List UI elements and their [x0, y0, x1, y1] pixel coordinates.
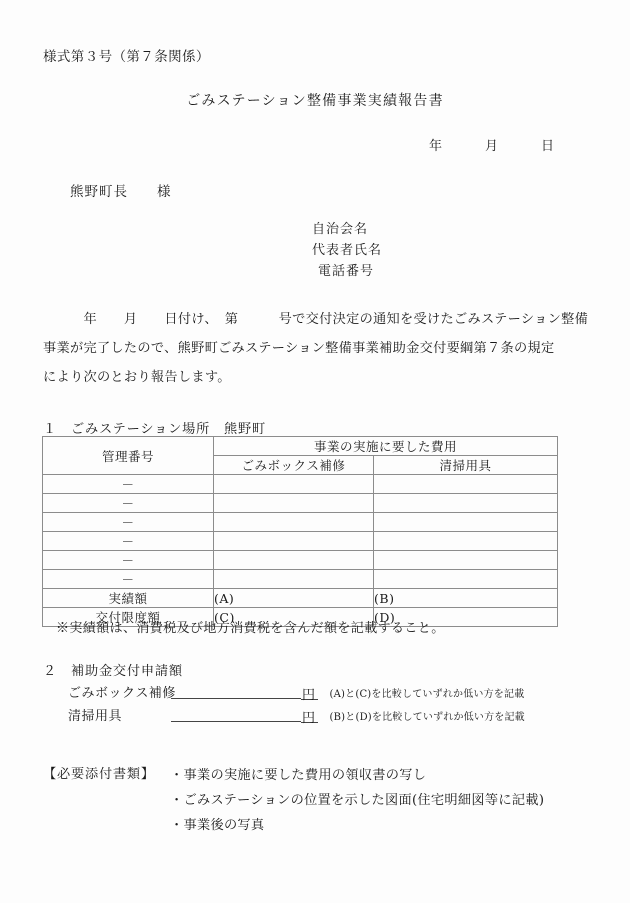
subsidy-row-cleaning-tools: [68, 705, 525, 724]
table-cell-cleaning-tools[interactable]: [374, 513, 558, 532]
table-cell-grant-limit-box: (C): [214, 608, 374, 627]
table-cell-mgmt: －: [43, 570, 214, 589]
table-cell-cleaning-tools[interactable]: [374, 532, 558, 551]
table-header-mgmt: 管理番号: [43, 437, 214, 475]
applicant-phone-label: 電話番号: [318, 264, 375, 279]
list-item: ・事業の実施に要した費用の領収書の写し: [170, 768, 427, 783]
subsidy-row-box-repair: [68, 682, 524, 701]
table-cell-mgmt: －: [43, 494, 214, 513]
table-cell-actual-amount-box: (A): [214, 589, 374, 608]
form-number: 様式第３号（第７条関係）: [43, 49, 210, 65]
table-cell-cleaning-tools[interactable]: [374, 570, 558, 589]
subsidy-label-cleaning-tools: 清掃用具: [68, 709, 123, 724]
body-line-1: 年 月 日付け、 第 号で交付決定の通知を受けたごみステーション整備: [43, 312, 589, 327]
table-row[interactable]: [43, 513, 558, 532]
list-item: ・ごみステーションの位置を示した図面(住宅明細図等に記載): [170, 793, 545, 808]
subsidy-unit-box-repair: 円: [301, 684, 318, 700]
table-cell-mgmt: －: [43, 532, 214, 551]
list-item: ・事業後の写真: [170, 818, 265, 833]
applicant-block: [312, 219, 382, 282]
table-row-actual-amount: [43, 589, 558, 608]
table-cell-actual-amount-label: 実績額: [43, 589, 214, 608]
section1-heading: １ ごみステーション場所 熊野町: [43, 422, 267, 437]
subsidy-note-box-repair: (A)と(C)を比較していずれか低い方を記載: [329, 689, 525, 700]
subsidy-unit-cleaning-tools: 円: [301, 707, 318, 723]
table-header-box-repair: ごみボックス補修: [214, 456, 374, 475]
table-cell-cleaning-tools[interactable]: [374, 494, 558, 513]
table-cell-cleaning-tools[interactable]: [374, 475, 558, 494]
cost-table: [42, 436, 558, 627]
table-header-cost-group: 事業の実施に要した費用: [214, 437, 558, 456]
table-row[interactable]: [43, 494, 558, 513]
table-note: ※実績額は、消費税及び地方消費税を含んだ額を記載すること。: [56, 621, 445, 636]
table-row[interactable]: [43, 475, 558, 494]
subsidy-input-box-repair[interactable]: [171, 683, 301, 699]
table-row[interactable]: [43, 551, 558, 570]
attachments-heading: 【必要添付書類】: [43, 767, 155, 782]
table-cell-box-repair[interactable]: [214, 513, 374, 532]
body-paragraph: [43, 305, 588, 392]
table-cell-actual-amount-clean: (B): [374, 589, 558, 608]
table-cell-mgmt: －: [43, 551, 214, 570]
table-cell-box-repair[interactable]: [214, 570, 374, 589]
section2-heading: ２ 補助金交付申請額: [43, 664, 183, 679]
table-cell-grant-limit-label: 交付限度額: [43, 608, 214, 627]
table-cell-box-repair[interactable]: [214, 551, 374, 570]
table-cell-box-repair[interactable]: [214, 475, 374, 494]
page-title: ごみステーション整備事業実績報告書: [186, 93, 444, 109]
table-cell-mgmt: －: [43, 475, 214, 494]
table-cell-box-repair[interactable]: [214, 494, 374, 513]
table-row[interactable]: [43, 532, 558, 551]
table-cell-grant-limit-clean: (D): [374, 608, 558, 627]
addressee: 熊野町長 様: [70, 184, 172, 200]
subsidy-label-box-repair: ごみボックス補修: [68, 686, 176, 701]
applicant-org-label: 自治会名: [312, 222, 369, 237]
table-header-row-1: [43, 437, 558, 456]
attachments-list: [170, 763, 544, 838]
table-cell-mgmt: －: [43, 513, 214, 532]
subsidy-input-cleaning-tools[interactable]: [171, 706, 301, 722]
table-cell-cleaning-tools[interactable]: [374, 551, 558, 570]
table-header-cleaning-tools: 清掃用具: [374, 456, 558, 475]
body-line-3: により次のとおり報告します。: [43, 370, 231, 385]
body-line-2: 事業が完了したので、熊野町ごみステーション整備事業補助金交付要綱第７条の規定: [43, 341, 555, 356]
table-cell-box-repair[interactable]: [214, 532, 374, 551]
date-line: 年 月 日: [428, 139, 555, 154]
applicant-representative-label: 代表者氏名: [312, 243, 383, 258]
table-row[interactable]: [43, 570, 558, 589]
subsidy-note-cleaning-tools: (B)と(D)を比較していずれか低い方を記載: [329, 712, 525, 723]
